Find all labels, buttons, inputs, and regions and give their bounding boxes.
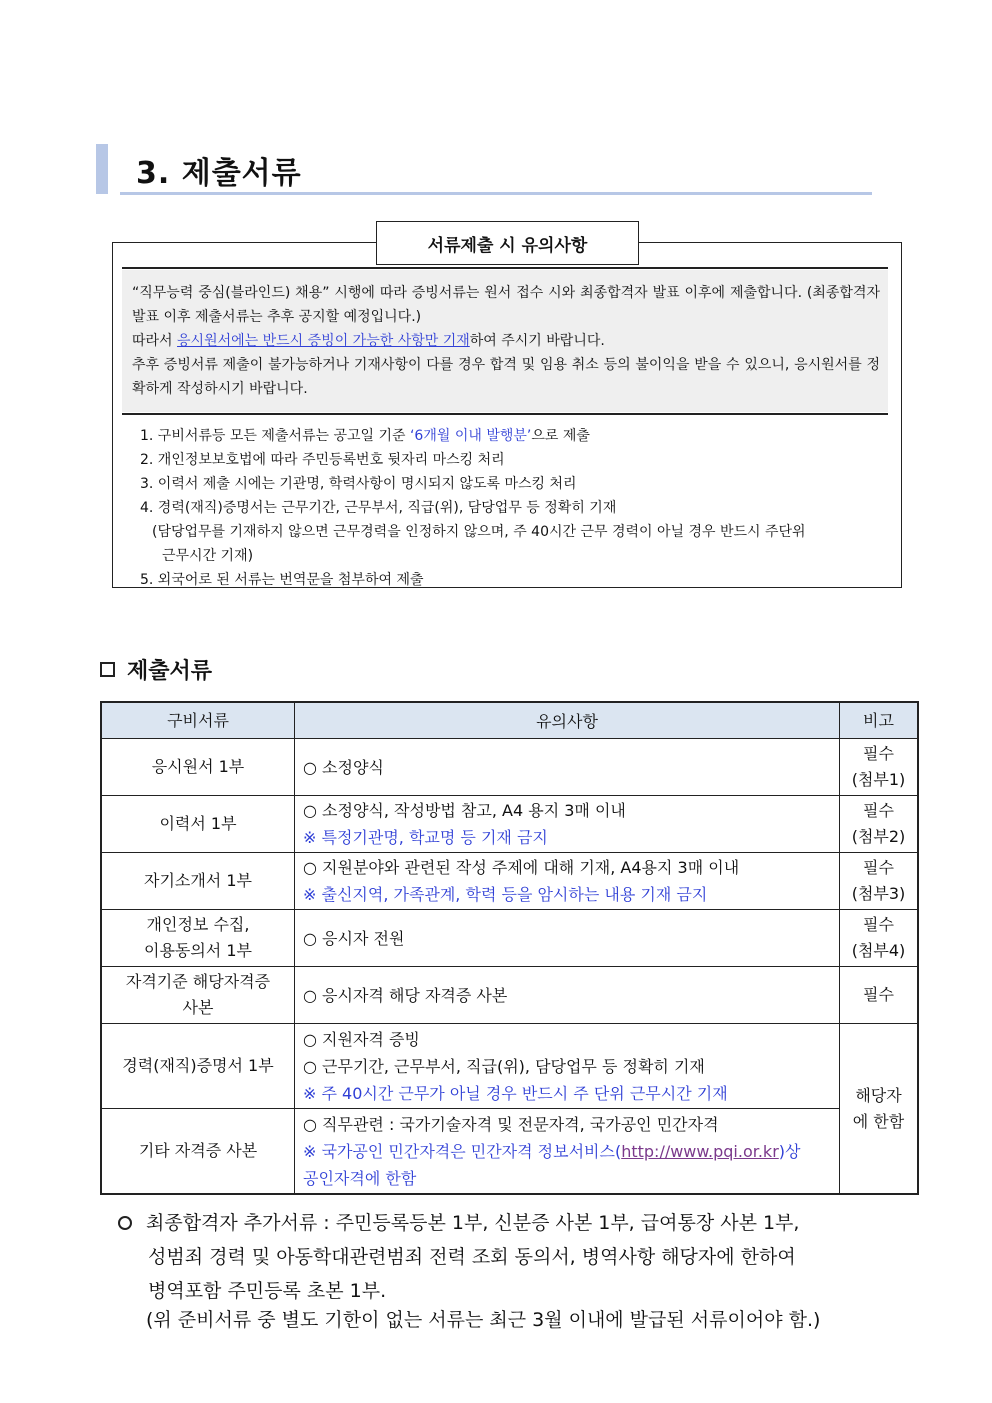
documents-table [100, 701, 919, 1195]
table-row: 이력서 1부 ○ 소정양식, 작성방법 참고, A4 용지 3매 이내 ※ 특정기관명, 학교명 등 기재 금지 필수 (첨부2) [101, 796, 918, 853]
header-remark: 비고 [840, 702, 919, 739]
header-notes: 유의사항 [295, 702, 840, 739]
notice-list [140, 424, 895, 592]
notice-paragraph-2: 따라서 응시원서에는 반드시 증빙이 가능한 사항만 기재하여 주시기 바랍니다. [132, 333, 605, 349]
notice-item-2: 2. 개인정보보호법에 따라 주민등록번호 뒷자리 마스킹 처리 [140, 452, 505, 468]
table-row: 경력(재직)증명서 1부 ○ 지원자격 증빙 ○ 근무기간, 근무부서, 직급(위), 담당업무 등 정확히 기재 ※ 주 40시간 근무가 아닐 경우 반드시 주 단위 근무시간 기재 해당자 에 한함 [101, 1024, 918, 1109]
notice-title: 서류제출 시 유의사항 [376, 221, 639, 265]
notice-item-3: 3. 이력서 제출 시에는 기관명, 학력사항이 명시되지 않도록 마스킹 처리 [140, 476, 577, 492]
table-row: 기타 자격증 사본 ○ 직무관련 : 국가기술자격 및 전문자격, 국가공인 민간자격 ※ 국가공인 민간자격은 민간자격 정보서비스(http://www.pqi.or.kr)상 공인자격에 한함 [101, 1109, 918, 1195]
checkbox-square-icon [100, 662, 115, 677]
notice-item-4-detail: (담당업무를 기재하지 않으면 근무경력을 인정하지 않으며, 주 40시간 근무 경력이 아닐 경우 반드시 주단위 [152, 524, 806, 540]
table-row: 자격기준 해당자격증 사본 ○ 응시자격 해당 자격증 사본 필수 [101, 967, 918, 1024]
table-row: 개인정보 수집, 이용동의서 1부 ○ 응시자 전원 필수 (첨부4) [101, 910, 918, 967]
section-underline [120, 192, 872, 195]
notice-paragraph-3: 추후 증빙서류 제출이 불가능하거나 기재사항이 다를 경우 합격 및 임용 취소 등의 불이익을 받을 수 있으니, 응시원서를 정확하게 작성하시기 바랍니다. [132, 357, 880, 397]
merged-remark-cell: 해당자 에 한함 [840, 1024, 919, 1195]
section-title: 3. 제출서류 [136, 156, 302, 191]
header-doc: 구비서류 [101, 702, 295, 739]
docs-subtitle: 제출서류 [100, 654, 212, 685]
notice-item-1: 1. 구비서류등 모든 제출서류는 공고일 기준 ‘6개월 이내 발행분’으로 제출 [140, 428, 590, 444]
section-accent-bar [96, 144, 108, 194]
pqi-link[interactable]: http://www.pqi.or.kr [621, 1141, 779, 1161]
final-additional-docs: 최종합격자 추가서류 : 주민등록등본 1부, 신분증 사본 1부, 급여통장 사본 1부, 성범죄 경력 및 아동학대관련범죄 전력 조회 동의서, 병역사항 해당자에 한하여 병역포함 주민등록 초본 1부. [118, 1206, 898, 1308]
notice-paragraph-1: “직무능력 중심(블라인드) 채용” 시행에 따라 증빙서류는 원서 접수 시와 최종합격자 발표 이후에 제출합니다. (최종합격자 발표 이후 제출서류는 추후 공지할 예정입니다.) [132, 285, 880, 325]
notice-item-4: 4. 경력(재직)증명서는 근무기간, 근무부서, 직급(위), 담당업무 등 정확히 기재 [140, 500, 617, 516]
notice-item-4-detail-cont: 근무시간 기재) [162, 548, 254, 564]
notice-bottom-rule [122, 413, 888, 415]
table-header-row [101, 702, 918, 739]
circle-bullet-icon [118, 1216, 132, 1230]
final-note: (위 준비서류 중 별도 기한이 없는 서류는 최근 3월 이내에 발급된 서류이어야 함.) [146, 1309, 821, 1331]
notice-item-5: 5. 외국어로 된 서류는 번역문을 첨부하여 제출 [140, 572, 424, 588]
table-row: 응시원서 1부 ○ 소정양식 필수 (첨부1) [101, 739, 918, 796]
table-row: 자기소개서 1부 ○ 지원분야와 관련된 작성 주제에 대해 기재, A4용지 3매 이내 ※ 출신지역, 가족관계, 학력 등을 암시하는 내용 기재 금지 필수 (첨부3) [101, 853, 918, 910]
notice-emphasis-text: 응시원서에는 반드시 증빙이 가능한 사항만 기재 [177, 333, 470, 349]
notice-top-rule [122, 267, 888, 269]
